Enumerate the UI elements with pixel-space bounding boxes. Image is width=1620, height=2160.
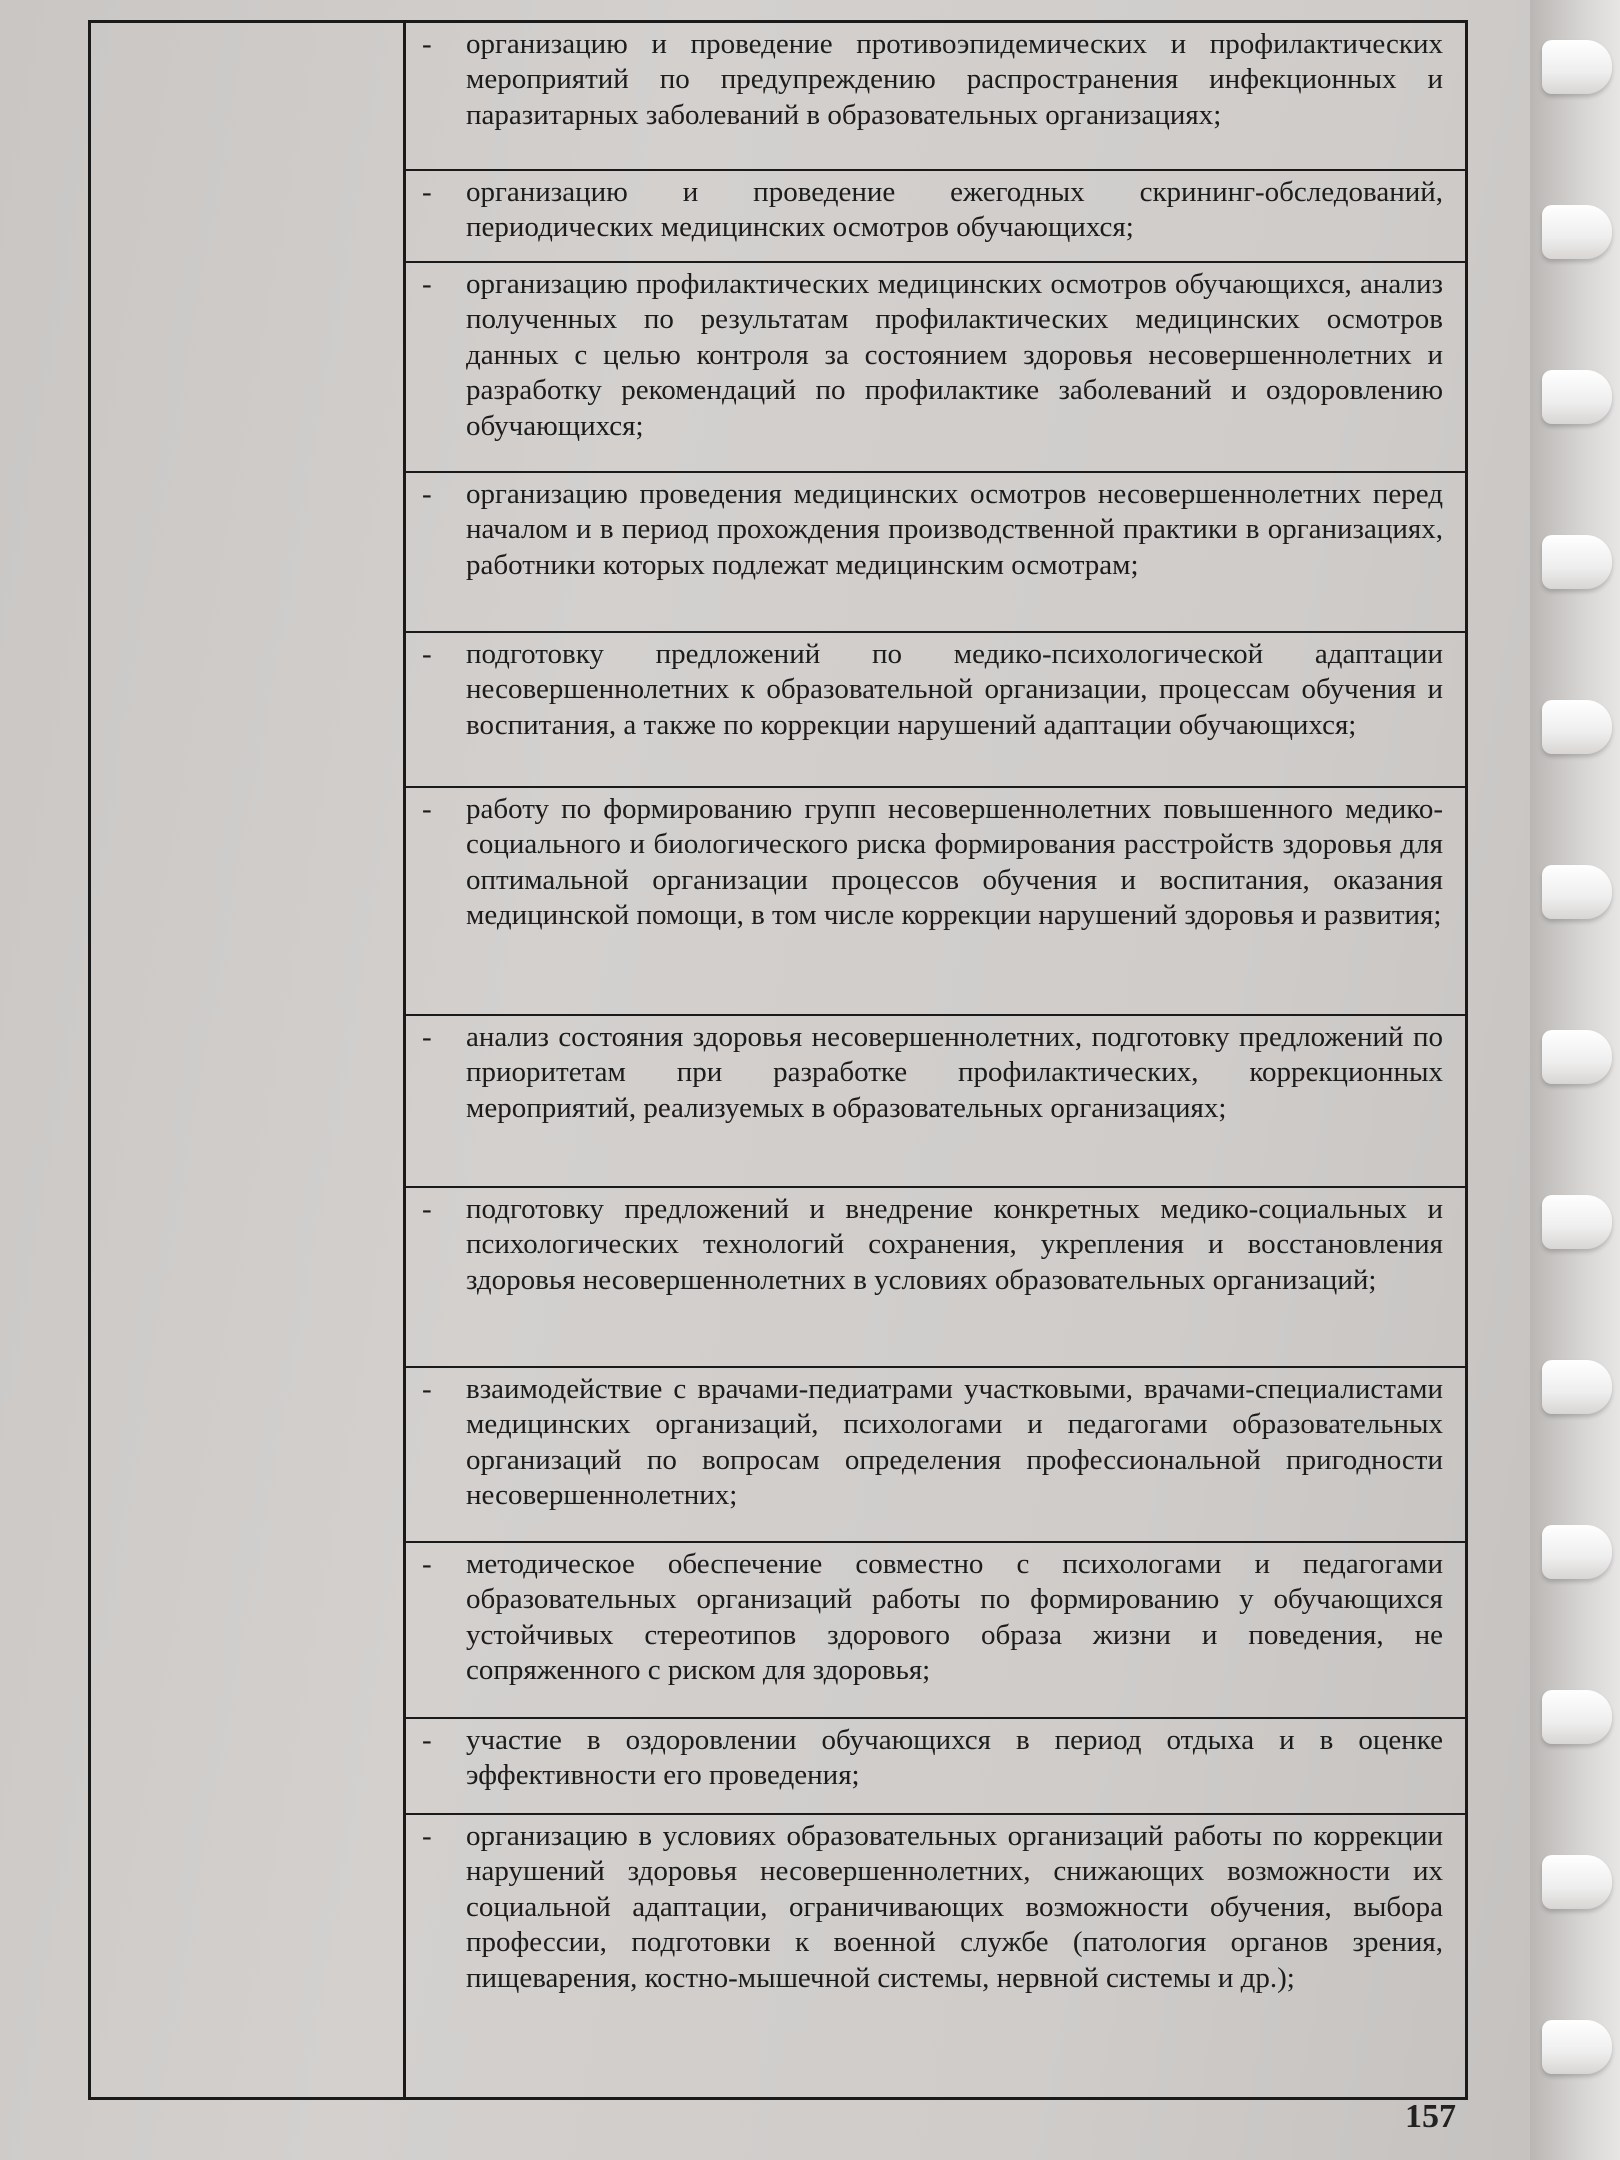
- row-text: организацию проведения медицинских осмотров несовершеннолетних перед началом и в период прохождения производственной практики в организациях, работники которых подлежат медицинским осмотрам;: [466, 478, 1443, 581]
- row-text: подготовку предложений по медико-психологической адаптации несовершеннолетних к образовательной организации, процессам обучения и воспитания, а также по коррекции нарушений адаптации обучающихся;: [466, 638, 1443, 741]
- row-text: участие в оздоровлении обучающихся в период отдыха и в оценке эффективности его проведения;: [466, 1724, 1443, 1792]
- table-row: [406, 263, 1465, 473]
- row-text: анализ состояния здоровья несовершеннолетних, подготовку предложений по приоритетам при разработке профилактических, коррекционных мероприятий, реализуемых в образовательных организациях;: [466, 1021, 1443, 1124]
- row-text: работу по формированию групп несовершеннолетних повышенного медико-социального и биологического риска формирования расстройств здоровья для оптимальной организации процессов обучения и воспитания, оказания медицинской помощи, в том числе коррекции нарушений здоровья и развития;: [466, 793, 1443, 932]
- bullet-dash: -: [422, 176, 432, 208]
- bullet-dash: -: [422, 1548, 432, 1580]
- row-text: организацию и проведение ежегодных скрининг-обследований, периодических медицинских осмотров обучающихся;: [466, 176, 1443, 244]
- binding-ring: [1542, 535, 1612, 589]
- bullet-dash: -: [422, 1820, 432, 1852]
- table-row: [406, 1815, 1465, 2075]
- duties-column: [406, 23, 1465, 2097]
- row-text: организацию профилактических медицинских осмотров обучающихся, анализ полученных по результатам профилактических медицинских осмотров данных с целью контроля за состоянием здоровья несовершеннолетних и разработку рекомендаций по профилактике заболеваний и оздоровлению обучающихся;: [466, 268, 1443, 442]
- binding-ring: [1542, 1855, 1612, 1909]
- row-text: методическое обеспечение совместно с психологами и педагогами образовательных организаций работы по формированию у обучающихся устойчивых стереотипов здорового образа жизни и поведения, не сопряженного с риском для здоровья;: [466, 1548, 1443, 1687]
- bullet-dash: -: [422, 1373, 432, 1405]
- binding-ring: [1542, 1690, 1612, 1744]
- binding-ring: [1542, 865, 1612, 919]
- bullet-dash: -: [422, 1724, 432, 1756]
- table-row: [406, 473, 1465, 633]
- binding-ring: [1542, 40, 1612, 94]
- bullet-dash: -: [422, 638, 432, 670]
- row-text: взаимодействие с врачами-педиатрами участковыми, врачами-специалистами медицинских организаций, психологами и педагогами образовательных организаций по вопросам определения профессиональной пригодности несовершеннолетних;: [466, 1373, 1443, 1512]
- table-row: [406, 1368, 1465, 1543]
- duties-table: [88, 20, 1468, 2100]
- table-row: [406, 633, 1465, 788]
- binding-ring: [1542, 2020, 1612, 2074]
- row-text: организацию и проведение противоэпидемических и профилактических мероприятий по предупреждению распространения инфекционных и паразитарных заболеваний в образовательных организациях;: [466, 28, 1443, 131]
- table-row: [406, 1188, 1465, 1368]
- row-text: организацию в условиях образовательных организаций работы по коррекции нарушений здоровья несовершеннолетних, снижающих возможности их социальной адаптации, ограничивающих возможности обучения, выбора профессии, подготовки к военной службе (патология органов зрения, пищеварения, костно-мышечной системы, нервной системы и др.);: [466, 1820, 1443, 1994]
- empty-left-column: [91, 23, 406, 2097]
- spiral-binding: [1530, 0, 1620, 2160]
- binding-ring: [1542, 700, 1612, 754]
- bullet-dash: -: [422, 793, 432, 825]
- table-row: [406, 23, 1465, 171]
- bullet-dash: -: [422, 28, 432, 60]
- page-number: 157: [1405, 2098, 1456, 2135]
- binding-ring: [1542, 1195, 1612, 1249]
- table-row: [406, 788, 1465, 1016]
- binding-ring: [1542, 1360, 1612, 1414]
- binding-ring: [1542, 1030, 1612, 1084]
- row-text: подготовку предложений и внедрение конкретных медико-социальных и психологических технологий сохранения, укрепления и восстановления здоровья несовершеннолетних в условиях образовательных организаций;: [466, 1193, 1443, 1296]
- bullet-dash: -: [422, 1021, 432, 1053]
- table-row: [406, 1016, 1465, 1188]
- binding-ring: [1542, 205, 1612, 259]
- table-row: [406, 1543, 1465, 1719]
- table-row: [406, 1719, 1465, 1815]
- binding-ring: [1542, 1525, 1612, 1579]
- bullet-dash: -: [422, 268, 432, 300]
- table-row: [406, 171, 1465, 263]
- bullet-dash: -: [422, 478, 432, 510]
- binding-ring: [1542, 370, 1612, 424]
- bullet-dash: -: [422, 1193, 432, 1225]
